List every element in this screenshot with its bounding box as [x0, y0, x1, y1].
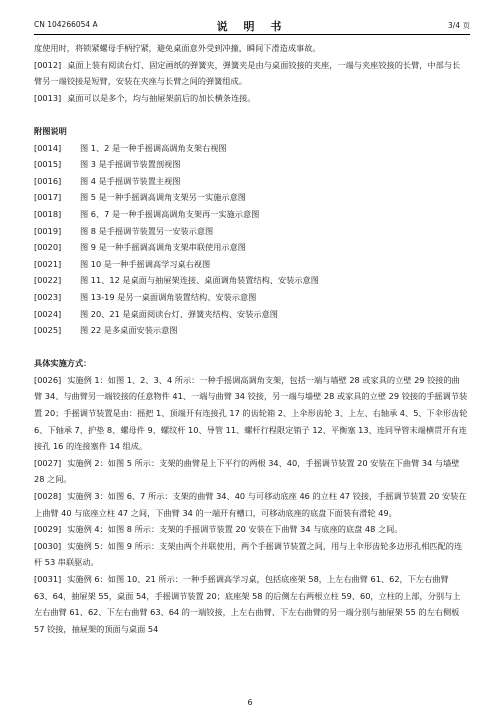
page-header: [34, 18, 470, 35]
document-body: [34, 40, 468, 637]
paragraph-number: [0031]: [34, 574, 62, 584]
paragraph-number: [0014]: [34, 142, 62, 153]
paragraph-text: 实施例 6：如图 10、21 所示：一种手摇调高学习桌，包括底座架 58，上左右曲臂 61、62，下左右曲臂 63、64，抽屉架 55，桌面 54，手摇调节装置 20；底座架 58 的后侧左右两根立柱 59、60，立柱的上部，分别与上左右曲臂 61、62、下左右曲臂 63、64 的一端铰接，上左右曲臂、下左右曲臂的另一端分别与抽屉架 55 的左右侧板 57 铰接，抽屉架的顶面与桌面 54: [34, 574, 461, 634]
figure-item: [34, 206, 468, 223]
paragraph-0031: [34, 571, 468, 637]
figure-description: 图 5 是一种手摇调高调角支架另一实施示意图: [80, 192, 246, 203]
figure-item: [34, 239, 468, 256]
paragraph-number: [0030]: [34, 540, 62, 551]
paragraph-text: 实施例 3：如图 6、7 所示：支架的曲臂 34、40 与可移动底座 46 的立柱 47 铰接，手摇调节装置 20 安装在上曲臂 40 与底座立柱 47 之间，下曲臂 34 的一端开有槽口，可移动底座的底盘下面装有滑轮 49。: [34, 491, 467, 518]
paragraph-0027: [34, 455, 468, 488]
figure-description: 图 6、7 是一种手摇调高调角支架再一实施示意图: [80, 208, 260, 219]
figure-item: [34, 306, 468, 323]
patent-number: CN 104266054 A: [34, 20, 98, 29]
paragraph-text: 实施例 4：如图 8 所示：支架的手摇调节装置 20 安装在下曲臂 34 与底座的底盘 48 之间。: [67, 524, 403, 535]
figure-item: [34, 223, 468, 240]
paragraph-number: [0019]: [34, 225, 62, 236]
paragraph-number: [0016]: [34, 175, 62, 186]
paragraph-text: 桌面上装有阅读台灯、固定画纸的弹簧夹，弹簧夹是由与桌面铰接的夹座，一端与夹座铰接的长臂，中部与长臂另一端铰接是短臂，安装在夹座与长臂之间的弹簧组成。: [34, 59, 461, 87]
paragraph-number: [0017]: [34, 192, 62, 203]
paragraph-text: 桌面可以是多个，均与抽屉架前后的加长横条连接。: [67, 92, 256, 103]
figure-description: 图 13-19 是另一桌面调角装置结构、安装示意图: [80, 291, 257, 302]
paragraph-number: [0025]: [34, 325, 62, 336]
figures-list: [34, 140, 468, 339]
page-number: 6: [247, 698, 253, 707]
document-title: 说 明 书: [216, 20, 288, 33]
paragraph-continuation: 度使用时，将锁紧螺母手柄拧紧，避免桌面意外受到冲撞，瞬间下滑造成事故。: [34, 43, 321, 53]
figure-description: 图 22 是多桌面安装示意图: [80, 325, 178, 336]
figure-item: [34, 322, 468, 339]
figure-item: [34, 156, 468, 173]
figure-description: 图 3 是手摇调节装置剖视图: [80, 159, 181, 170]
paragraph-text: 实施例 2：如图 5 所示：支架的曲臂是上下平行的两根 34、40，手摇调节装置 20 安装在下曲臂 34 与墙壁 28 之间。: [34, 457, 460, 485]
paragraph-0012: [34, 57, 468, 90]
paragraph-number: [0015]: [34, 159, 62, 170]
paragraph-text: 实施例 1：如图 1、2、3、4 所示：一种手摇调高调角支架，包括一端与墙壁 28 或家具的立壁 29 铰接的曲臂 34、与曲臂另一端铰接的任意物件 41、一端与曲臂 34 铰接，另一端与墙壁 28 或家具的立壁 29 铰接的手摇调节装置 20；手摇调节装置是由：摇把 1、顶端开有连接孔 17 的齿轮箱 2、上伞形齿轮 3、上左、右轴承 4、5、下伞形齿轮 6、下轴承 7、护垫 8、螺母件 9、螺纹杆 10、导管 11、螺杆行程限定销子 12、平衡塞 13、连同导管末端横贯开有连接孔 16 的连接塞件 14 组成。: [34, 374, 468, 452]
paragraph-0030: [34, 538, 468, 571]
figure-description: 图 10 是一种手摇调高学习桌右视图: [80, 258, 211, 269]
figure-item: [34, 256, 468, 273]
paragraph-number: [0012]: [34, 59, 62, 70]
paragraph-0026: [34, 372, 468, 455]
paragraph-number: [0022]: [34, 275, 62, 286]
paragraph-number: [0027]: [34, 457, 62, 468]
paragraph-number: [0020]: [34, 242, 62, 253]
paragraph-number: [0028]: [34, 491, 62, 502]
paragraph-number: [0021]: [34, 258, 62, 269]
paragraph-0013: [34, 90, 468, 107]
figure-item: [34, 272, 468, 289]
paragraph-number: [0013]: [34, 92, 62, 103]
figure-item: [34, 189, 468, 206]
implementation-heading: 具体实施方式：: [34, 358, 92, 369]
page-indicator: 3/4 页: [448, 21, 470, 30]
paragraph-text: 实施例 5：如图 9 所示：支架由两个并联使用，两个手摇调节装置之间，用与上伞形齿轮多边形孔相匹配的连杆 53 串联驱动。: [34, 540, 463, 568]
figure-description: 图 20、21 是桌面阅读台灯、弹簧夹结构、安装示意图: [80, 308, 278, 319]
figure-description: 图 9 是一种手摇调高调角支架串联使用示意图: [80, 242, 246, 253]
figure-item: [34, 140, 468, 157]
figure-description: 图 1、2 是一种手摇调高调角支架右视图: [80, 142, 227, 153]
figure-item: [34, 289, 468, 306]
spacer: [34, 106, 468, 123]
paragraph-number: [0024]: [34, 308, 62, 319]
paragraph-0028: [34, 488, 468, 521]
paragraph-0029: [34, 521, 468, 538]
figure-description: 图 8 是手摇调节装置另一安装示意图: [80, 225, 214, 236]
paragraph-number: [0023]: [34, 291, 62, 302]
paragraph-number: [0018]: [34, 208, 62, 219]
figure-description: 图 4 是手摇调节装置主视图: [80, 175, 181, 186]
spacer: [34, 339, 468, 356]
paragraph-number: [0026]: [34, 374, 62, 385]
figures-heading: 附图说明: [34, 125, 67, 136]
paragraph-number: [0029]: [34, 524, 62, 535]
figure-description: 图 11、12 是桌面与抽屉架连接、桌面调角装置结构、安装示意图: [80, 275, 319, 286]
figure-item: [34, 173, 468, 190]
